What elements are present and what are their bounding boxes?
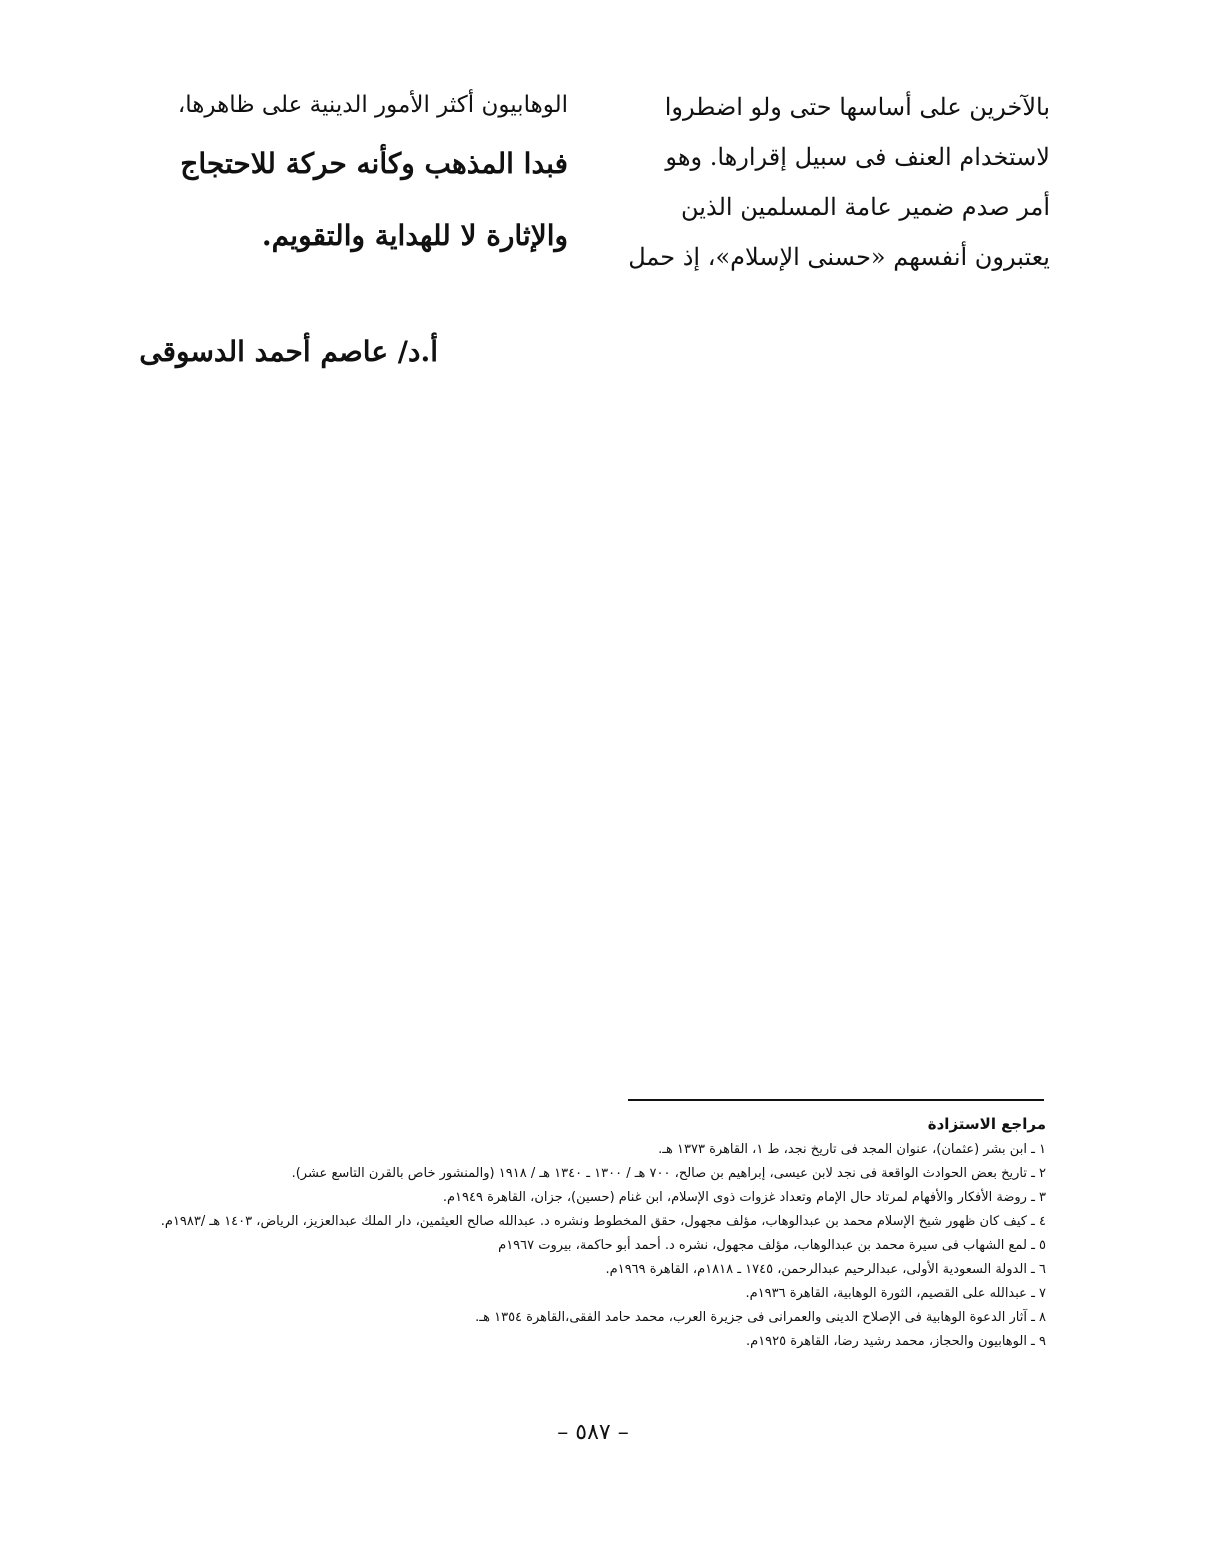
reference-item: ٨ ـ آثار الدعوة الوهابية فى الإصلاح الدينى والعمرانى فى جزيرة العرب، محمد حامد الفقى،القاهرة ١٣٥٤ هـ. bbox=[475, 1310, 1046, 1325]
reference-item: ٣ ـ روضة الأفكار والأفهام لمرتاد حال الإمام وتعداد غزوات ذوى الإسلام، ابن غنام (حسين)، جزان، القاهرة ١٩٤٩م. bbox=[442, 1190, 1046, 1205]
body-line: الوهابيون أكثر الأمور الدينية على ظاهرها، bbox=[177, 92, 568, 118]
references-heading: مراجع الاستزادة bbox=[927, 1115, 1046, 1133]
body-line: لاستخدام العنف فى سبيل إقرارها. وهو bbox=[665, 143, 1050, 171]
body-line: أمر صدم ضمير عامة المسلمين الذين bbox=[681, 193, 1050, 221]
body-line-bold: فبدا المذهب وكأنه حركة للاحتجاج bbox=[180, 147, 568, 180]
footnote-divider bbox=[628, 1099, 1044, 1101]
author-signature: أ.د/ عاصم أحمد الدسوقى bbox=[139, 335, 438, 368]
body-column-left bbox=[138, 82, 568, 272]
body-line-bold: والإثارة لا للهداية والتقويم. bbox=[261, 219, 568, 252]
reference-item: ٩ ـ الوهابيون والحجاز، محمد رشيد رضا، القاهرة ١٩٢٥م. bbox=[746, 1334, 1046, 1349]
reference-item: ٦ ـ الدولة السعودية الأولى، عبدالرحيم عبدالرحمن، ١٧٤٥ ـ ١٨١٨م، القاهرة ١٩٦٩م. bbox=[605, 1262, 1046, 1277]
reference-item: ٤ ـ كيف كان ظهور شيخ الإسلام محمد بن عبدالوهاب، مؤلف مجهول، حقق المخطوط ونشره د. عبدالله صالح العيثمين، دار الملك عبدالعزيز، الرياض، ١٤٠٣ هـ /١٩٨٣م. bbox=[160, 1214, 1046, 1229]
reference-item: ٢ ـ تاريخ بعض الحوادث الواقعة فى نجد لابن عيسى، إبراهيم بن صالح، ٧٠٠ هـ / ١٣٠٠ ـ ١٣٤٠ هـ / ١٩١٨ (والمنشور خاص بالقرن التاسع عشر). bbox=[291, 1166, 1046, 1181]
body-line: يعتبرون أنفسهم «حسنى الإسلام»، إذ حمل bbox=[628, 243, 1050, 271]
page-number: – ٥٨٧ – bbox=[557, 1420, 629, 1445]
reference-item: ٥ ـ لمع الشهاب فى سيرة محمد بن عبدالوهاب، مؤلف مجهول، نشره د. أحمد أبو حاكمة، بيروت ١٩٦٧م bbox=[498, 1238, 1046, 1253]
body-column-right bbox=[618, 82, 1050, 282]
reference-item: ١ ـ ابن بشر (عثمان)، عنوان المجد فى تاريخ نجد، ط ١، القاهرة ١٣٧٣ هـ. bbox=[658, 1142, 1046, 1157]
reference-item: ٧ ـ عبدالله على القصيم، الثورة الوهابية، القاهرة ١٩٣٦م. bbox=[745, 1286, 1046, 1301]
references-section bbox=[138, 1110, 1046, 1354]
body-line: بالآخرين على أساسها حتى ولو اضطروا bbox=[664, 93, 1050, 121]
